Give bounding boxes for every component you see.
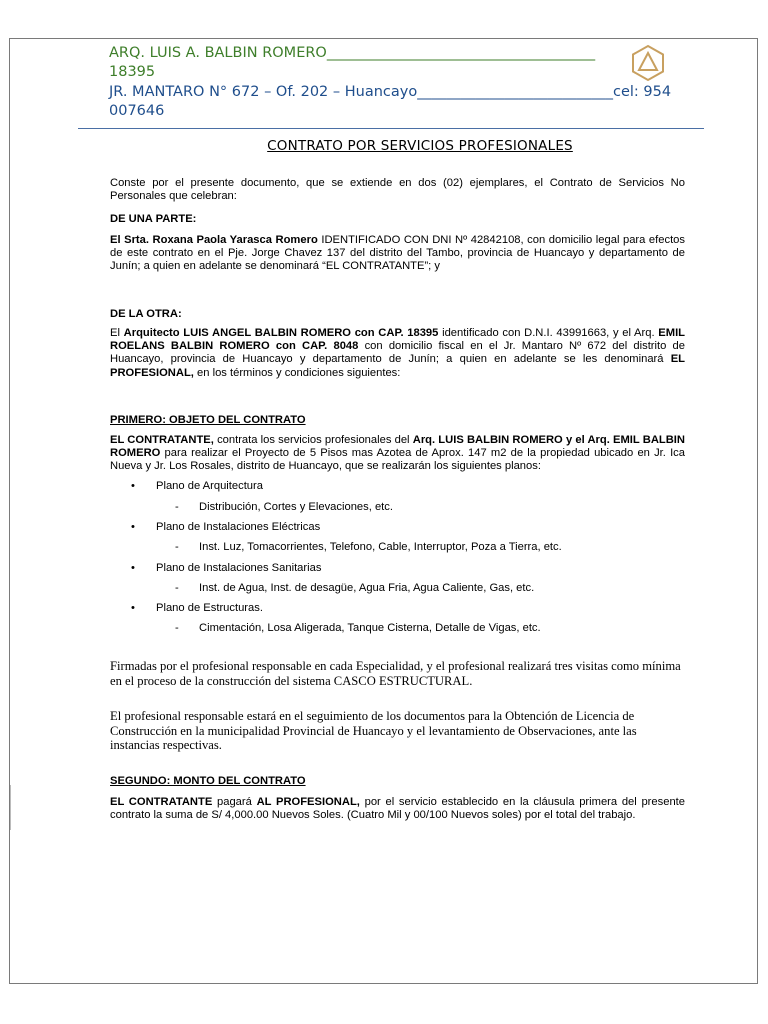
segundo-contratante: EL CONTRATANTE: [110, 796, 213, 808]
primero-architects: Arq. LUIS BALBIN ROMERO y el Arq. EMIL BALBIN ROMERO: [110, 434, 685, 460]
primero-paragraph-3: El profesional responsable estará en el seguimiento de los documentos para la Obtención de Licencia de Construcción en la municipalidad Provincial de Huancayo y el levantamiento de Observaciones, ante las instancias respectivas.: [110, 709, 637, 753]
list-item: Plano de Instalaciones Eléctricas: [156, 521, 321, 533]
margin-mark: [10, 785, 11, 830]
segundo-heading: SEGUNDO: MONTO DEL CONTRATO: [110, 775, 306, 787]
primero-paragraph: [110, 434, 685, 474]
segundo-paragraph: [110, 796, 685, 822]
list-item: Plano de Arquitectura: [156, 480, 263, 492]
segundo-text-1: pagará: [212, 796, 257, 808]
primero-heading: PRIMERO: OBJETO DEL CONTRATO: [110, 414, 306, 426]
dash-icon: -: [175, 501, 179, 513]
bullet-icon: •: [131, 521, 135, 533]
bullet-icon: •: [131, 562, 135, 574]
parte1-text: IDENTIFICADO CON DNI Nº 42842108, con domicilio legal para efectos de este contrato en el Pje. Jorge Chavez 137 del distrito del Tambo, provincia de Huancayo y departamento de Junín; a quien en adelante se denominará “EL CONTRATANTE”; y: [110, 234, 685, 273]
parte2-text-3: con domicilio fiscal en el Jr. Mantaro Nº 672 del distrito de Huancayo, provincia de Huancayo y departamento de Junín; a quien en adelante se les denominará: [110, 340, 685, 366]
primero-text-1: contrata los servicios profesionales del: [213, 434, 413, 446]
parte2-text-1: El: [110, 327, 124, 339]
bullet-icon: •: [131, 602, 135, 614]
parte2-architect-1: Arquitecto LUIS ANGEL BALBIN ROMERO con CAP. 18395: [123, 327, 439, 339]
sub-list-item: Cimentación, Losa Aligerada, Tanque Cisterna, Detalle de Vigas, etc.: [199, 622, 541, 634]
document-title: CONTRATO POR SERVICIOS PROFESIONALES: [267, 138, 573, 154]
list-item: Plano de Estructuras.: [156, 602, 263, 614]
parte1-paragraph: [110, 234, 685, 274]
parte2-architect-2: EMIL ROELANS BALBIN ROMERO con CAP. 8048: [110, 327, 686, 353]
header-architect-name: ARQ. LUIS A. BALBIN ROMERO_____________________________________ 18395: [109, 45, 596, 80]
list-item: Plano de Instalaciones Sanitarias: [156, 562, 322, 574]
parte2-text-4: en los términos y condiciones siguientes:: [193, 366, 401, 379]
primero-text-2: para realizar el Proyecto de 5 Pisos mas Azotea de Aprox. 147 m2 de la propiedad ubicado en Jr. Ica Nueva y Jr. Los Rosales, distrito de Huancayo, que se realizarán los siguientes planos:: [110, 447, 685, 473]
parte1-name: El Srta. Roxana Paola Yarasca Romero: [110, 234, 318, 246]
intro-paragraph: Conste por el presente documento, que se extiende en dos (02) ejemplares, el Contrato de Servicios No Personales que celebran:: [110, 177, 685, 203]
segundo-profesional: AL PROFESIONAL,: [256, 796, 360, 808]
parte2-text-2: identificado con D.N.I. 43991663, y el Arq.: [438, 327, 659, 339]
parte2-heading: DE LA OTRA:: [110, 308, 182, 320]
primero-paragraph-2: Firmadas por el profesional responsable en cada Especialidad, y el profesional realizará tres visitas como mínima en el proceso de la construcción del sistema CASCO ESTRUCTURAL.: [110, 659, 681, 688]
segundo-text-2: por el servicio establecido en la cláusula primera del presente contrato la suma de S/ 4,000.00 Nuevos Soles. (Cuatro Mil y 00/100 Nuevos soles) por el total del trabajo.: [110, 796, 685, 822]
triangle-in-hexagon-logo: [630, 44, 666, 82]
dash-icon: -: [175, 622, 179, 634]
dash-icon: -: [175, 582, 179, 594]
primero-contratante: EL CONTRATANTE,: [110, 434, 214, 446]
parte2-paragraph: [110, 327, 685, 380]
parte1-heading: DE UNA PARTE:: [110, 213, 197, 225]
bullet-icon: •: [131, 480, 135, 492]
sub-list-item: Distribución, Cortes y Elevaciones, etc.: [199, 501, 393, 513]
parte2-profesional: EL PROFESIONAL,: [110, 353, 685, 379]
sub-list-item: Inst. Luz, Tomacorrientes, Telefono, Cable, Interruptor, Poza a Tierra, etc.: [199, 541, 562, 553]
dash-icon: -: [175, 541, 179, 553]
header-rule: [78, 128, 704, 129]
sub-list-item: Inst. de Agua, Inst. de desagüe, Agua Fria, Agua Caliente, Gas, etc.: [199, 582, 535, 594]
header-address: JR. MANTARO N° 672 – Of. 202 – Huancayo___________________________cel: 954 007646: [109, 84, 672, 119]
